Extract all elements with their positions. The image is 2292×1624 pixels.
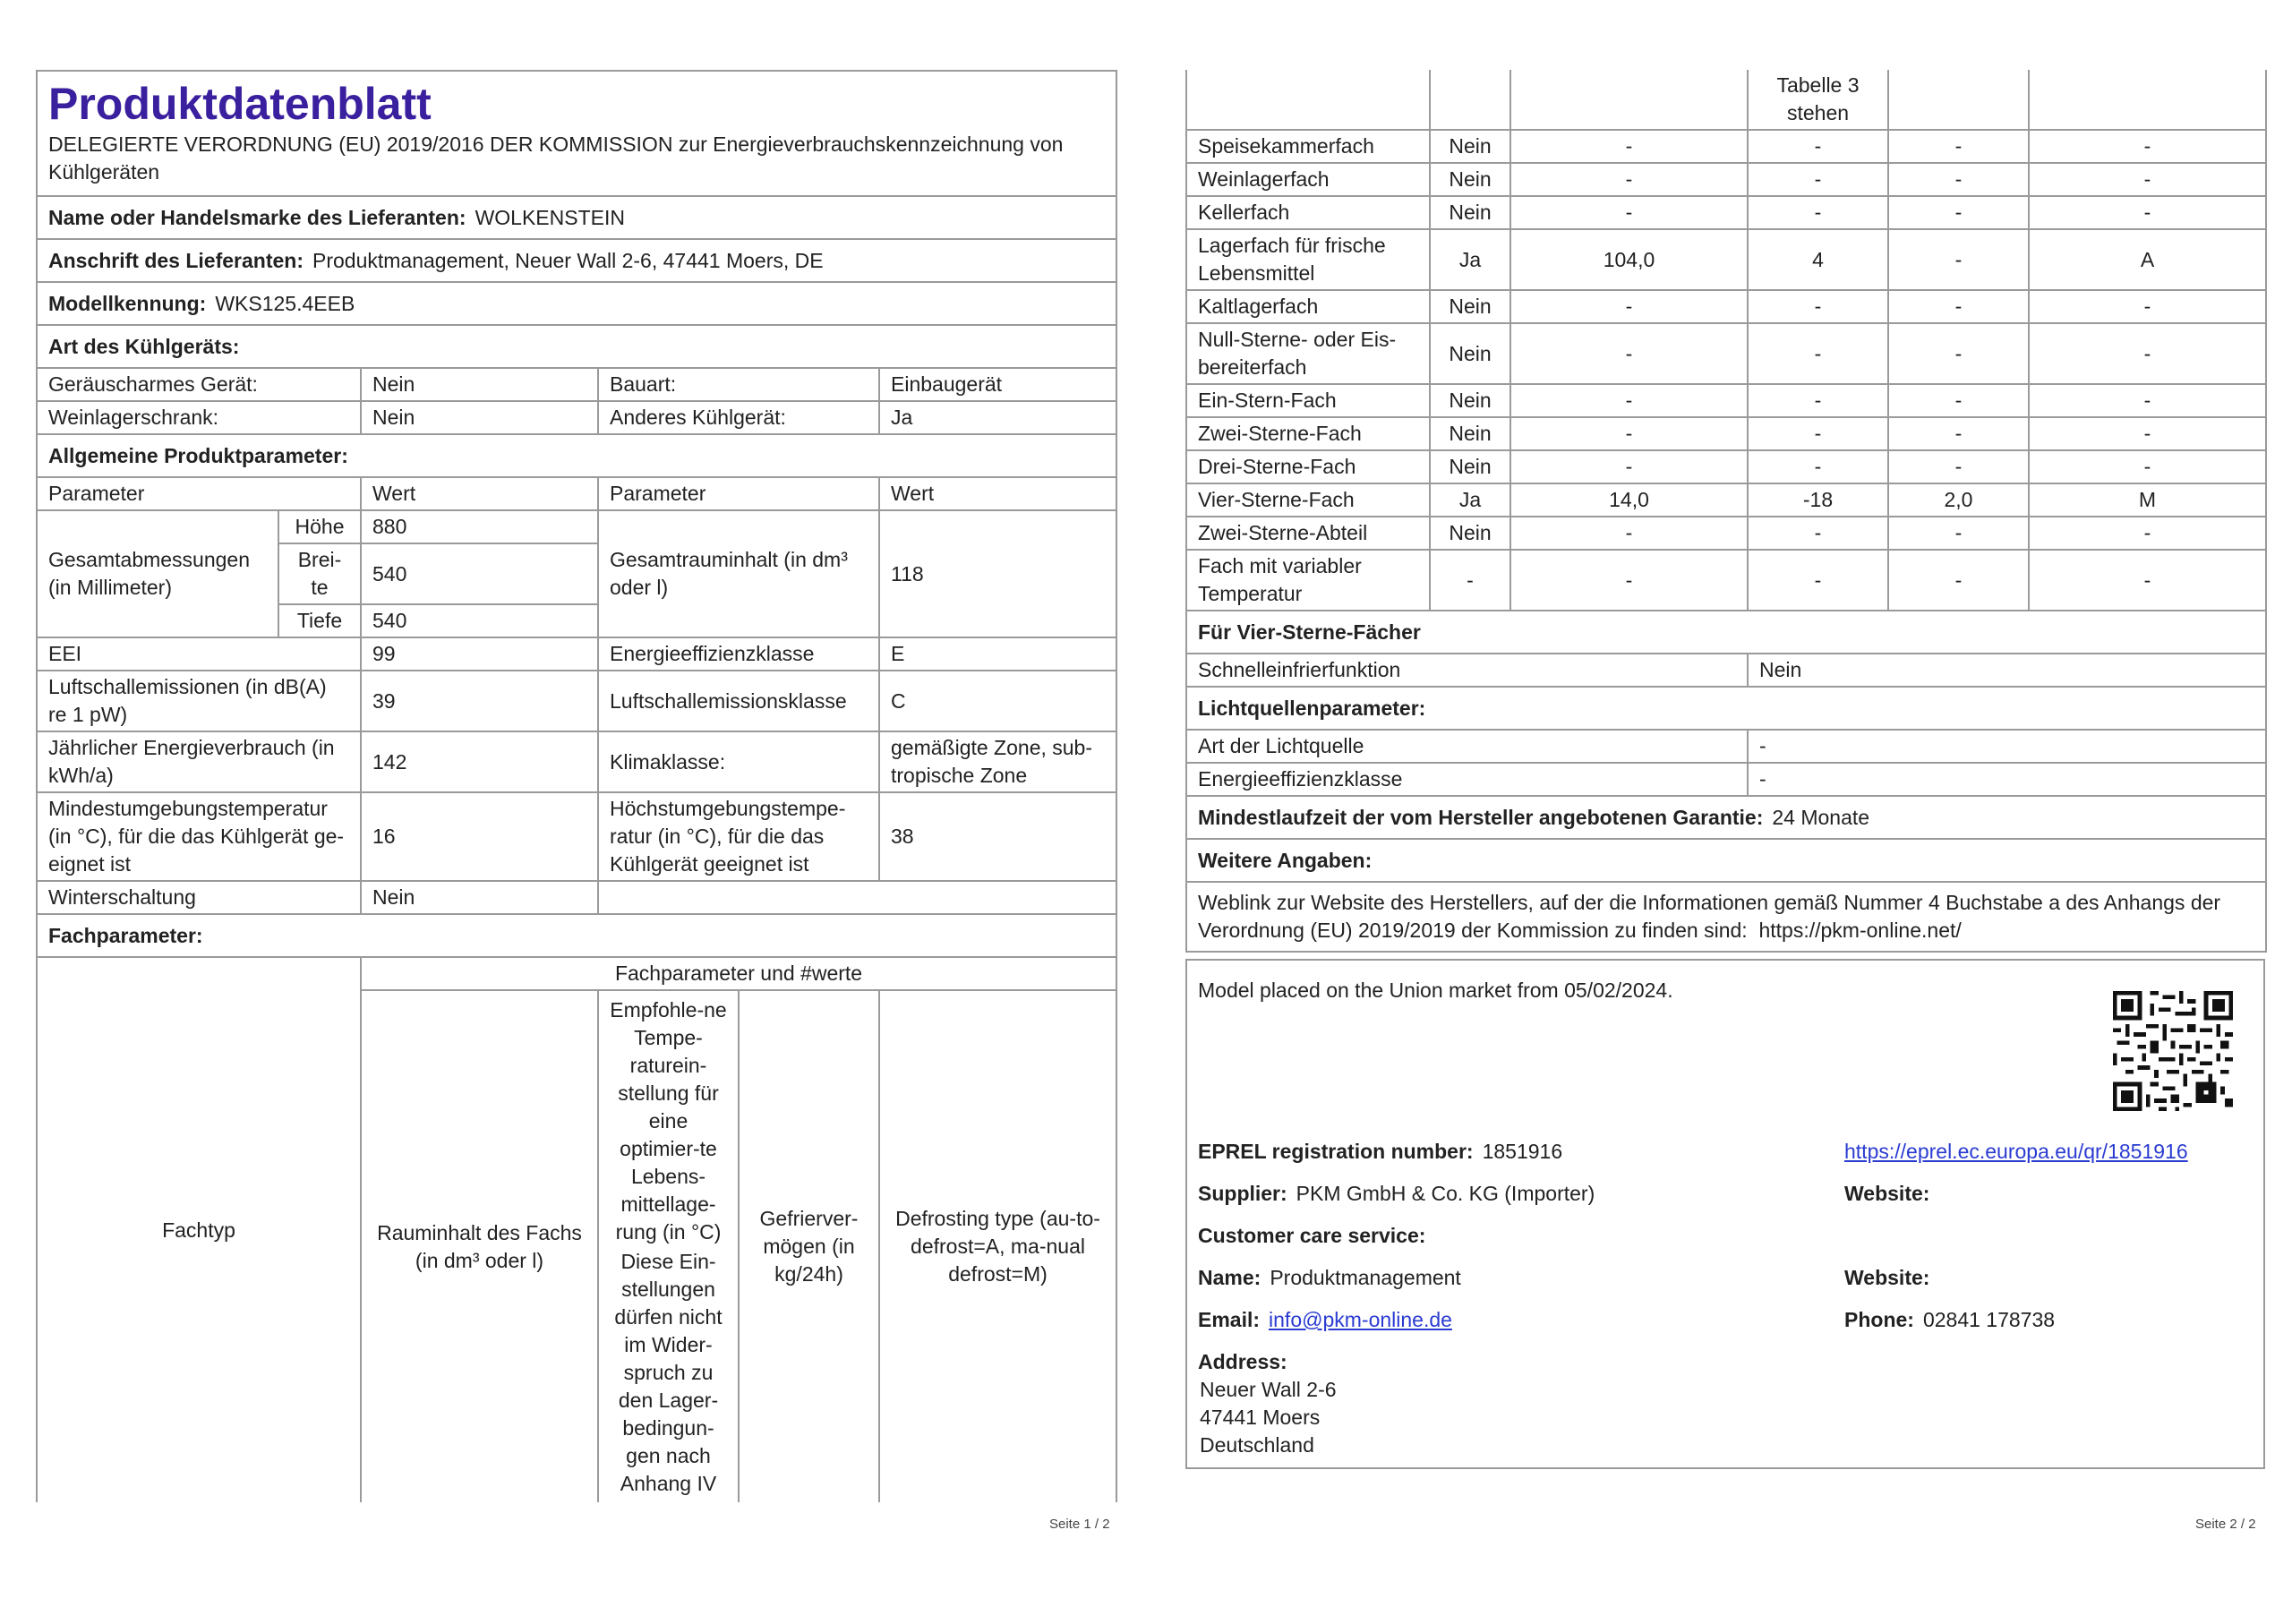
param-header-cell: Wert	[879, 477, 1116, 510]
supplier-value: PKM GmbH & Co. KG (Importer)	[1296, 1182, 1595, 1205]
param-cell: 142	[361, 731, 598, 792]
param-cell: Luftschallemissionen (in dB(A) re 1 pW)	[37, 671, 361, 731]
registration-row	[1198, 1138, 1562, 1166]
address-line: 47441 Moers	[1200, 1406, 1321, 1429]
address-line: Neuer Wall 2-6	[1200, 1378, 1337, 1401]
market-text: Model placed on the Union market from 05/02/2024.	[1198, 979, 1673, 1002]
compartment-row	[1186, 450, 2266, 483]
compartment-value: -	[2029, 196, 2266, 229]
compartment-name: Drei-Sterne-Fach	[1186, 450, 1430, 483]
compartment-value: -	[1748, 417, 1888, 450]
param-cell: Jährlicher Energieverbrauch (in kWh/a)	[37, 731, 361, 792]
compartment-row	[1186, 163, 2266, 196]
compartment-freezing-header: Gefrierver-mögen (in kg/24h)	[739, 990, 879, 1502]
compartment-row	[1186, 130, 2266, 163]
empty-cell	[1888, 70, 2029, 130]
compartment-value: -	[1888, 384, 2029, 417]
compartment-value: -	[2029, 130, 2266, 163]
type-cell: Bauart:	[598, 368, 879, 401]
regulation-text: DELEGIERTE VERORDNUNG (EU) 2019/2016 DER KOMMISSION zur Energieverbrauchskennzeichnung von Kühlgeräten	[48, 132, 1064, 184]
compartment-value: Nein	[1430, 517, 1510, 550]
dimension-name: Brei-te	[278, 543, 361, 604]
light-label: Energieeffizienzklasse	[1186, 763, 1748, 796]
model-value: WKS125.4EEB	[215, 291, 355, 315]
winter-row	[37, 881, 1116, 914]
compartment-value: M	[2029, 483, 2266, 517]
compartment-value: -	[1888, 323, 2029, 384]
compartment-value: -	[1888, 290, 2029, 323]
param-row	[37, 671, 1116, 731]
param-cell: 16	[361, 792, 598, 881]
param-cell: Mindestumgebungstemperatur (in °C), für die das Kühlgerät ge-eignet ist	[37, 792, 361, 881]
compartment-value: -	[1510, 196, 1748, 229]
temperature-note-text: Diese Ein-stellungen dürfen nicht im Wider-spruch zu den Lager-bedingun-gen nach Anhang IV	[614, 1249, 723, 1495]
compartment-value: -	[1510, 130, 1748, 163]
name-row	[1198, 1264, 1461, 1292]
compartment-name: Zwei-Sterne-Fach	[1186, 417, 1430, 450]
page-title: Produktdatenblatt	[48, 79, 432, 129]
type-row	[37, 401, 1116, 434]
param-row	[37, 731, 1116, 792]
dimension-value: 540	[361, 604, 598, 637]
param-row	[37, 637, 1116, 671]
winter-label: Winterschaltung	[37, 881, 361, 914]
light-heading: Lichtquellenparameter:	[1186, 687, 2266, 730]
supplier-address-label: Anschrift des Lieferanten:	[48, 248, 304, 272]
compartment-value: -	[2029, 384, 2266, 417]
compartment-value: Nein	[1430, 417, 1510, 450]
dimensions-label: Gesamtabmessungen (in Millimeter)	[37, 510, 278, 637]
compartment-value: Nein	[1430, 290, 1510, 323]
compartment-name: Null-Sterne- oder Eis-bereiterfach	[1186, 323, 1430, 384]
winter-value: Nein	[361, 881, 598, 914]
compartment-value: -	[1510, 323, 1748, 384]
registration-number: 1851916	[1482, 1140, 1563, 1163]
param-header-row	[37, 477, 1116, 510]
supplier-row	[1198, 1180, 1595, 1208]
param-row	[37, 792, 1116, 881]
param-cell: Klimaklasse:	[598, 731, 879, 792]
supplier-name-value: WOLKENSTEIN	[475, 205, 625, 229]
compartment-value: -	[1888, 550, 2029, 611]
param-cell: 39	[361, 671, 598, 731]
eprel-link[interactable]: https://eprel.ec.europa.eu/qr/1851916	[1844, 1140, 2188, 1163]
param-cell: C	[879, 671, 1116, 731]
volume-value: 118	[879, 510, 1116, 637]
compartment-value: -	[1748, 163, 1888, 196]
compartment-value: -	[1510, 417, 1748, 450]
compartment-value: -18	[1748, 483, 1888, 517]
light-row	[1186, 730, 2266, 763]
type-cell: Einbaugerät	[879, 368, 1116, 401]
compartment-value: -	[2029, 450, 2266, 483]
compartment-row	[1186, 550, 2266, 611]
model-row	[37, 282, 1116, 325]
compartment-value: Nein	[1430, 323, 1510, 384]
name-value: Produktmanagement	[1270, 1266, 1461, 1289]
param-cell: 99	[361, 637, 598, 671]
compartment-row	[1186, 417, 2266, 450]
supplier-label: Supplier:	[1198, 1182, 1287, 1205]
type-row	[37, 368, 1116, 401]
compartment-row	[1186, 483, 2266, 517]
compartment-value: -	[2029, 550, 2266, 611]
customer-care-label: Customer care service:	[1198, 1224, 1426, 1247]
warranty-row	[1186, 796, 2266, 839]
compartment-heading: Fachparameter:	[37, 914, 1116, 957]
volume-label: Gesamtrauminhalt (in dm³ oder l)	[598, 510, 879, 637]
registration-label: EPREL registration number:	[1198, 1140, 1474, 1163]
compartment-value: -	[1748, 384, 1888, 417]
compartment-value: -	[1888, 517, 2029, 550]
param-cell: Luftschallemissionsklasse	[598, 671, 879, 731]
compartment-value: -	[2029, 517, 2266, 550]
supplier-address-row	[37, 239, 1116, 282]
param-header-cell: Parameter	[37, 477, 361, 510]
compartment-value: Nein	[1430, 163, 1510, 196]
dimension-name: Tiefe	[278, 604, 361, 637]
compartment-name: Fach mit variabler Temperatur	[1186, 550, 1430, 611]
param-cell: EEI	[37, 637, 361, 671]
type-cell: Anderes Kühlgerät:	[598, 401, 879, 434]
compartment-value: -	[1888, 450, 2029, 483]
compartment-value: -	[1748, 323, 1888, 384]
compartment-name: Vier-Sterne-Fach	[1186, 483, 1430, 517]
type-cell: Nein	[361, 368, 598, 401]
type-cell: Weinlagerschrank:	[37, 401, 361, 434]
general-heading: Allgemeine Produktparameter:	[37, 434, 1116, 477]
compartment-name: Ein-Stern-Fach	[1186, 384, 1430, 417]
email-label: Email:	[1198, 1308, 1261, 1331]
weblink-url[interactable]: https://pkm-online.net/	[1758, 919, 1962, 942]
compartment-value: -	[1510, 450, 1748, 483]
compartment-value: -	[1888, 229, 2029, 290]
compartment-value: -	[1430, 550, 1510, 611]
compartment-value: -	[1748, 290, 1888, 323]
compartment-value: -	[1748, 517, 1888, 550]
compartment-value: -	[1510, 550, 1748, 611]
quick-freeze-value: Nein	[1748, 654, 2266, 687]
supplier-name-row	[37, 196, 1116, 239]
compartment-value: -	[1510, 290, 1748, 323]
compartment-value: -	[1888, 163, 2029, 196]
param-header-cell: Parameter	[598, 477, 879, 510]
type-cell: Geräuscharmes Gerät:	[37, 368, 361, 401]
compartment-name: Zwei-Sterne-Abteil	[1186, 517, 1430, 550]
compartment-name: Weinlagerfach	[1186, 163, 1430, 196]
empty-cell	[1510, 70, 1748, 130]
weblink-text: Weblink zur Website des Herstellers, auf der die Informationen gemäß Nummer 4 Buchstabe a des Anhangs der Verordnung (EU) 2019/2019 der Kommission zu finden sind:	[1198, 891, 2221, 942]
compartment-value: Nein	[1430, 450, 1510, 483]
param-cell: 38	[879, 792, 1116, 881]
compartment-value: -	[1888, 130, 2029, 163]
compartment-value: 14,0	[1510, 483, 1748, 517]
warranty-value: 24 Monate	[1772, 805, 1870, 829]
website-label: Website:	[1844, 1182, 1930, 1205]
dimension-value: 880	[361, 510, 598, 543]
compartment-value: -	[1888, 417, 2029, 450]
compartment-group-header: Fachparameter und #werte	[361, 957, 1116, 990]
page-footer: Seite 1 / 2	[1049, 1517, 1110, 1532]
param-header-cell: Wert	[361, 477, 598, 510]
compartment-value: -	[2029, 323, 2266, 384]
qr-code-icon[interactable]	[2113, 991, 2233, 1111]
compartment-name: Kellerfach	[1186, 196, 1430, 229]
name-label: Name:	[1198, 1266, 1261, 1289]
param-cell: gemäßigte Zone, sub-tropische Zone	[879, 731, 1116, 792]
dimension-value: 540	[361, 543, 598, 604]
address-label: Address:	[1198, 1350, 1287, 1373]
compartment-row	[1186, 196, 2266, 229]
quick-freeze-label: Schnelleinfrierfunktion	[1186, 654, 1748, 687]
compartment-row	[1186, 229, 2266, 290]
light-value: -	[1748, 730, 2266, 763]
compartment-value: Nein	[1430, 384, 1510, 417]
phone-row	[1844, 1306, 2055, 1334]
compartment-row	[1186, 323, 2266, 384]
param-cell: Höchstumgebungstempe-ratur (in °C), für die das Kühlgerät geeignet ist	[598, 792, 879, 881]
compartment-name: Speisekammerfach	[1186, 130, 1430, 163]
type-cell: Ja	[879, 401, 1116, 434]
compartment-temperature-header	[598, 990, 739, 1502]
address-line: Deutschland	[1200, 1433, 1314, 1457]
compartment-row	[1186, 384, 2266, 417]
phone-label: Phone:	[1844, 1308, 1914, 1331]
email-link[interactable]: info@pkm-online.de	[1269, 1308, 1452, 1331]
compartment-value: -	[1510, 384, 1748, 417]
quick-freeze-row	[1186, 654, 2266, 687]
website2-label: Website:	[1844, 1266, 1930, 1289]
weblink-row	[1186, 882, 2266, 952]
param-cell: E	[879, 637, 1116, 671]
compartment-value: -	[1748, 196, 1888, 229]
compartment-value: -	[1888, 196, 2029, 229]
compartment-value: -	[1748, 550, 1888, 611]
compartment-type-header: Fachtyp	[37, 957, 361, 1502]
empty-cell	[598, 881, 1116, 914]
compartment-value: 4	[1748, 229, 1888, 290]
light-value: -	[1748, 763, 2266, 796]
compartment-value: Ja	[1430, 229, 1510, 290]
further-heading: Weitere Angaben:	[1186, 839, 2266, 882]
supplier-address-value: Produktmanagement, Neuer Wall 2-6, 47441 Moers, DE	[312, 248, 824, 272]
empty-cell	[1186, 70, 1430, 130]
email-row	[1198, 1306, 1452, 1334]
compartment-row	[1186, 517, 2266, 550]
compartment-value: Nein	[1430, 130, 1510, 163]
compartment-row	[1186, 290, 2266, 323]
continuation-text: Tabelle 3 stehen	[1748, 70, 1888, 130]
compartment-name: Kaltlagerfach	[1186, 290, 1430, 323]
type-heading: Art des Kühlgeräts:	[37, 325, 1116, 368]
type-cell: Nein	[361, 401, 598, 434]
dimension-name: Höhe	[278, 510, 361, 543]
warranty-label: Mindestlaufzeit der vom Hersteller angebotenen Garantie:	[1198, 805, 1764, 829]
compartment-value: Nein	[1430, 196, 1510, 229]
compartment-value: -	[1510, 517, 1748, 550]
compartment-value: -	[1748, 130, 1888, 163]
compartment-value: 2,0	[1888, 483, 2029, 517]
empty-cell	[1430, 70, 1510, 130]
compartment-value: A	[2029, 229, 2266, 290]
phone-value: 02841 178738	[1922, 1308, 2056, 1331]
compartment-volume-header: Rauminhalt des Fachs (in dm³ oder l)	[361, 990, 598, 1502]
temperature-header-text: Empfohle-ne Tempe-raturein-stellung für eine optimier-te Lebens-mittellage-rung (in °C)	[610, 997, 727, 1244]
light-row	[1186, 763, 2266, 796]
supplier-name-label: Name oder Handelsmarke des Lieferanten:	[48, 205, 466, 229]
compartment-value: -	[2029, 163, 2266, 196]
compartment-value: Ja	[1430, 483, 1510, 517]
compartment-value: -	[2029, 417, 2266, 450]
empty-cell	[2029, 70, 2266, 130]
compartment-value: -	[2029, 290, 2266, 323]
eprel-box	[1185, 959, 2265, 1469]
compartment-value: 104,0	[1510, 229, 1748, 290]
four-star-heading: Für Vier-Sterne-Fächer	[1186, 611, 2266, 654]
page-footer: Seite 2 / 2	[2195, 1517, 2256, 1532]
param-cell: Energieeffizienzklasse	[598, 637, 879, 671]
compartment-table	[1185, 70, 2267, 953]
product-data-table	[36, 70, 1117, 1502]
light-label: Art der Lichtquelle	[1186, 730, 1748, 763]
continuation-row	[1186, 70, 2266, 130]
compartment-value: -	[1748, 450, 1888, 483]
compartment-value: -	[1510, 163, 1748, 196]
compartment-defrost-header: Defrosting type (au-to-defrost=A, ma-nual defrost=M)	[879, 990, 1116, 1502]
model-label: Modellkennung:	[48, 291, 207, 315]
compartment-rows	[1186, 130, 2266, 611]
compartment-name: Lagerfach für frische Lebensmittel	[1186, 229, 1430, 290]
